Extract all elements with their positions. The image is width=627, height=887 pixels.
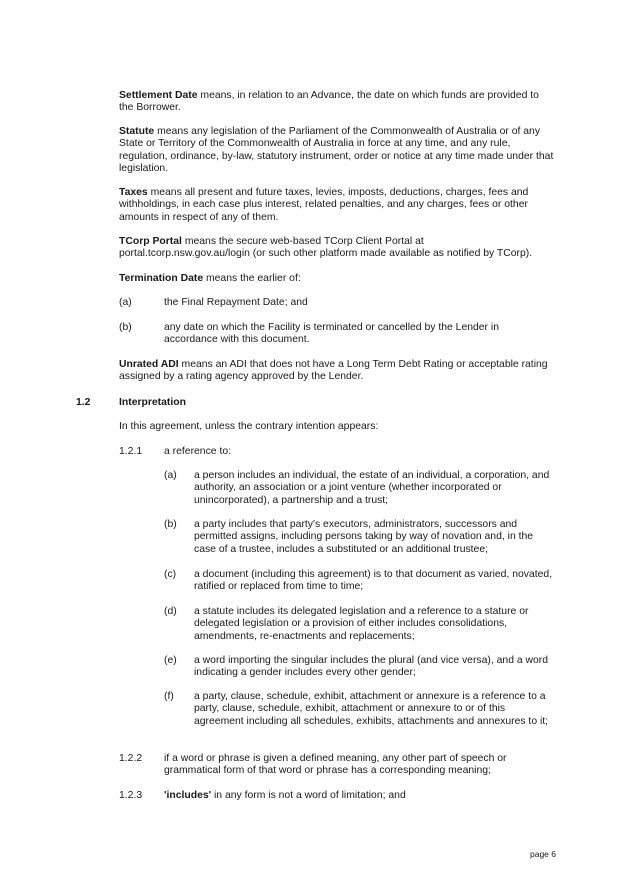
list-item-label: (a): [119, 297, 132, 308]
sub-item-label: (d): [164, 606, 177, 617]
definition-text: means any legislation of the Parliament of the Commonwealth of Australia or of any State or Territory of the Commonwealth of Australia in force at any time, and any rule, regulation, ordinance, by-law, statutory instrument, order or notice at any time made under that legislation.: [119, 126, 554, 175]
clause-text: if a word or phrase is given a defined meaning, any other part of speech or grammatical form of that word or phrase has a corresponding meaning;: [164, 753, 507, 777]
definition-statute: [119, 126, 554, 176]
clause-text-rest: in any form is not a word of limitation; and: [211, 790, 406, 801]
definition-unrated-adi: [119, 359, 554, 384]
definition-text: means the secure web-based TCorp Client Portal at portal.tcorp.nsw.gov.au/login (or such other platform made available as notified by TCorp).: [119, 236, 533, 260]
definition-text: means an ADI that does not have a Long Term Debt Rating or acceptable rating assigned by a rating agency approved by the Lender.: [119, 359, 548, 383]
list-item-text: any date on which the Facility is terminated or cancelled by the Lender in accordance with this document.: [164, 322, 499, 346]
definition-text: means all present and future taxes, levies, imposts, deductions, charges, fees and withholdings, in each case plus interest, related penalties, and any charges, fees or other amounts in respect of any of them.: [119, 187, 529, 223]
clause-number: 1.2.2: [119, 753, 143, 764]
clause-number: 1.2.1: [119, 446, 143, 457]
sub-item-text: a word importing the singular includes the plural (and vice versa), and a word indicating a gender includes every other gender;: [194, 655, 549, 679]
clause-text: [164, 790, 554, 802]
definition-text: means the earlier of:: [203, 273, 301, 284]
sub-item-text: a party includes that party's executors, administrators, successors and permitted assigns, including persons taking by way of novation and, in the case of a trustee, includes a substituted or an additional trustee;: [194, 519, 534, 555]
defined-term: Settlement Date: [119, 90, 198, 101]
sub-item-label: (b): [164, 519, 177, 530]
page-number: page 6: [530, 849, 556, 859]
list-item-label: (b): [119, 322, 132, 333]
sub-item-label: (c): [164, 569, 177, 580]
defined-term: TCorp Portal: [119, 236, 182, 247]
sub-item-text: a document (including this agreement) is to that document as varied, novated, ratified or replaced from time to time;: [194, 569, 553, 593]
defined-term: Taxes: [119, 187, 148, 198]
definition-settlement-date: [119, 90, 554, 115]
defined-term: Statute: [119, 126, 155, 137]
clause-text: a reference to:: [164, 446, 232, 457]
sub-item-text: a person includes an individual, the estate of an individual, a corporation, and authority, an association or a joint venture (whether incorporated or unincorporated), a partnership and a trust;: [194, 470, 550, 506]
sub-item-label: (a): [164, 470, 177, 481]
defined-term: Unrated ADI: [119, 359, 179, 370]
section-title: Interpretation: [119, 397, 186, 408]
defined-term: Termination Date: [119, 273, 204, 284]
sub-item-text: a statute includes its delegated legislation and a reference to a stature or delegated legislation or a provision of either includes consolidations, amendments, re-enactments and replacements;: [194, 606, 529, 642]
definition-taxes: [119, 187, 554, 224]
definition-termination-date: [119, 273, 554, 285]
sub-item-text: a party, clause, schedule, exhibit, attachment or annexure is a reference to a party, clause, schedule, exhibit, attachment or annexure to or of this agreement including all schedules, exhibits, attachments and annexures to it;: [194, 691, 549, 727]
section-number: 1.2: [76, 397, 91, 408]
list-item-text: the Final Repayment Date; and: [164, 297, 308, 308]
defined-term: 'includes': [164, 790, 212, 801]
section-intro: In this agreement, unless the contrary intention appears:: [119, 421, 379, 432]
definition-text: means, in relation to an Advance, the date on which funds are provided to the Borrower.: [119, 90, 539, 114]
sub-item-label: (e): [164, 655, 177, 666]
sub-item-label: (f): [164, 691, 174, 702]
clause-number: 1.2.3: [119, 790, 143, 801]
definition-tcorp-portal: [119, 236, 554, 261]
